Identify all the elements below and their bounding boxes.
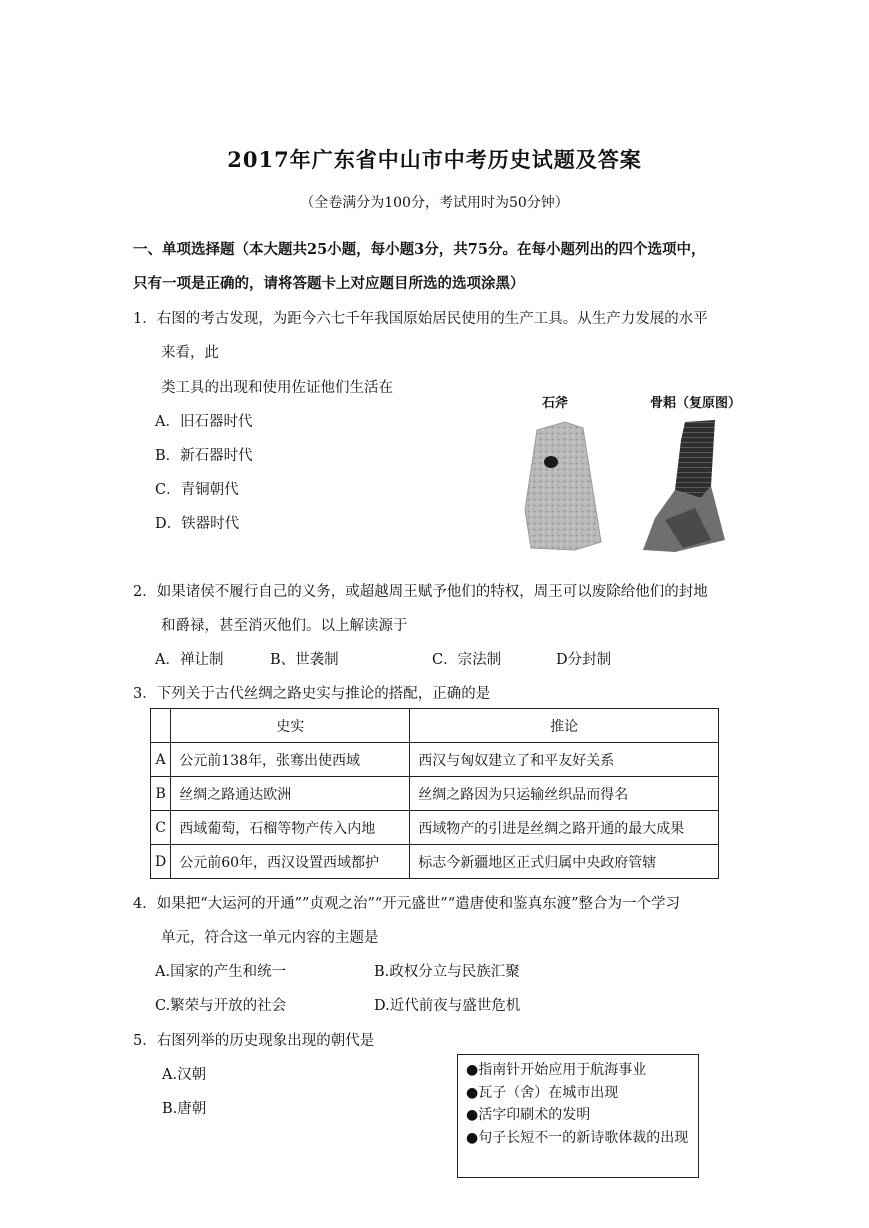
- q5-option-b: B.唐朝: [162, 1101, 207, 1117]
- q3-stem: 3．下列关于古代丝绸之路史实与推论的搭配，正确的是: [133, 686, 491, 702]
- row-inference: 西汉与匈奴建立了和平友好关系: [410, 743, 719, 777]
- section-heading-line1: 一、单项选择题（本大题共25小题，每小题3分，共75分。在每小题列出的四个选项中，: [133, 241, 706, 258]
- q1-stem-line2: 来看，此: [161, 345, 219, 361]
- info-item: ●活字印刷术的发明: [466, 1107, 591, 1123]
- q3-table: [150, 708, 719, 879]
- page-subtitle: （全卷满分为100分，考试用时为50分钟）: [300, 195, 569, 211]
- table-header-blank: [151, 709, 171, 743]
- q1-option-a: A．旧石器时代: [155, 414, 253, 430]
- row-fact: 公元前60年，西汉设置西域都护: [171, 845, 410, 879]
- section-heading-line2: 只有一项是正确的，请将答题卡上对应题目所选的选项涂黑）: [133, 275, 525, 292]
- q5-option-a: A.汉朝: [162, 1067, 207, 1083]
- info-item: ●指南针开始应用于航海事业: [466, 1062, 647, 1078]
- table-header-row: [151, 709, 719, 743]
- table-header-inference: 推论: [410, 709, 719, 743]
- table-row: [151, 845, 719, 879]
- q4-option-a: A.国家的产生和统一: [155, 964, 287, 980]
- q2-stem-line1: 2．如果诸侯不履行自己的义务，或超越周王赋予他们的特权，周王可以废除给他们的封地: [133, 584, 708, 600]
- q1-stem-line1: 1．右图的考古发现，为距今六七千年我国原始居民使用的生产工具。从生产力发展的水平: [133, 311, 708, 327]
- q1-stem-line3: 类工具的出现和使用佐证他们生活在: [161, 380, 393, 396]
- row-letter: D: [151, 845, 171, 879]
- q5-info-box: [457, 1054, 699, 1178]
- row-letter: A: [151, 743, 171, 777]
- q1-option-c: C．青铜朝代: [155, 482, 239, 498]
- stone-axe-label: 石斧: [542, 396, 569, 411]
- q1-option-b: B．新石器时代: [155, 448, 253, 464]
- row-fact: 丝绸之路通达欧洲: [171, 777, 410, 811]
- table-header-fact: 史实: [171, 709, 410, 743]
- q2-option-b: B、世袭制: [270, 652, 339, 668]
- row-letter: C: [151, 811, 171, 845]
- q5-stem: 5．右图列举的历史现象出现的朝代是: [133, 1033, 375, 1049]
- page-title: 2017年广东省中山市中考历史试题及答案: [227, 147, 642, 172]
- info-item: ●瓦子（舍）在城市出现: [466, 1084, 619, 1101]
- tools-illustration: [515, 390, 745, 555]
- row-fact: 公元前138年，张骞出使西域: [171, 743, 410, 777]
- info-item: ●句子长短不一的新诗歌体裁的出现: [466, 1129, 689, 1146]
- q4-stem-line1: 4．如果把“大运河的开通””贞观之治”“开元盛世”“遣唐使和鉴真东渡”整合为一个学习: [133, 896, 681, 912]
- bone-spade-icon: [675, 420, 715, 498]
- row-inference: 西域物产的引进是丝绸之路开通的最大成果: [410, 811, 719, 845]
- table-row: [151, 777, 719, 811]
- q2-option-d: D分封制: [556, 652, 612, 668]
- q4-option-c: C.繁荣与开放的社会: [155, 998, 287, 1014]
- row-inference: 丝绸之路因为只运输丝织品而得名: [410, 777, 719, 811]
- row-letter: B: [151, 777, 171, 811]
- table-row: [151, 743, 719, 777]
- bone-spade-label: 骨耜（复原图）: [650, 396, 742, 411]
- row-inference: 标志今新疆地区正式归属中央政府管辖: [410, 845, 719, 879]
- q1-tools-figure: [515, 390, 745, 555]
- q2-stem-line2: 和爵禄，甚至消灭他们。以上解读源于: [161, 618, 408, 634]
- q2-option-c: C．宗法制: [432, 652, 502, 668]
- table-row: [151, 811, 719, 845]
- q4-stem-line2: 单元，符合这一单元内容的主题是: [161, 930, 379, 946]
- q1-option-d: D．铁器时代: [155, 516, 240, 532]
- row-fact: 西域葡萄，石榴等物产传入内地: [171, 811, 410, 845]
- q4-option-b: B.政权分立与民族汇聚: [374, 964, 520, 980]
- stone-axe-icon: [525, 422, 601, 550]
- q2-option-a: A．禅让制: [155, 652, 224, 668]
- q4-option-d: D.近代前夜与盛世危机: [374, 998, 521, 1014]
